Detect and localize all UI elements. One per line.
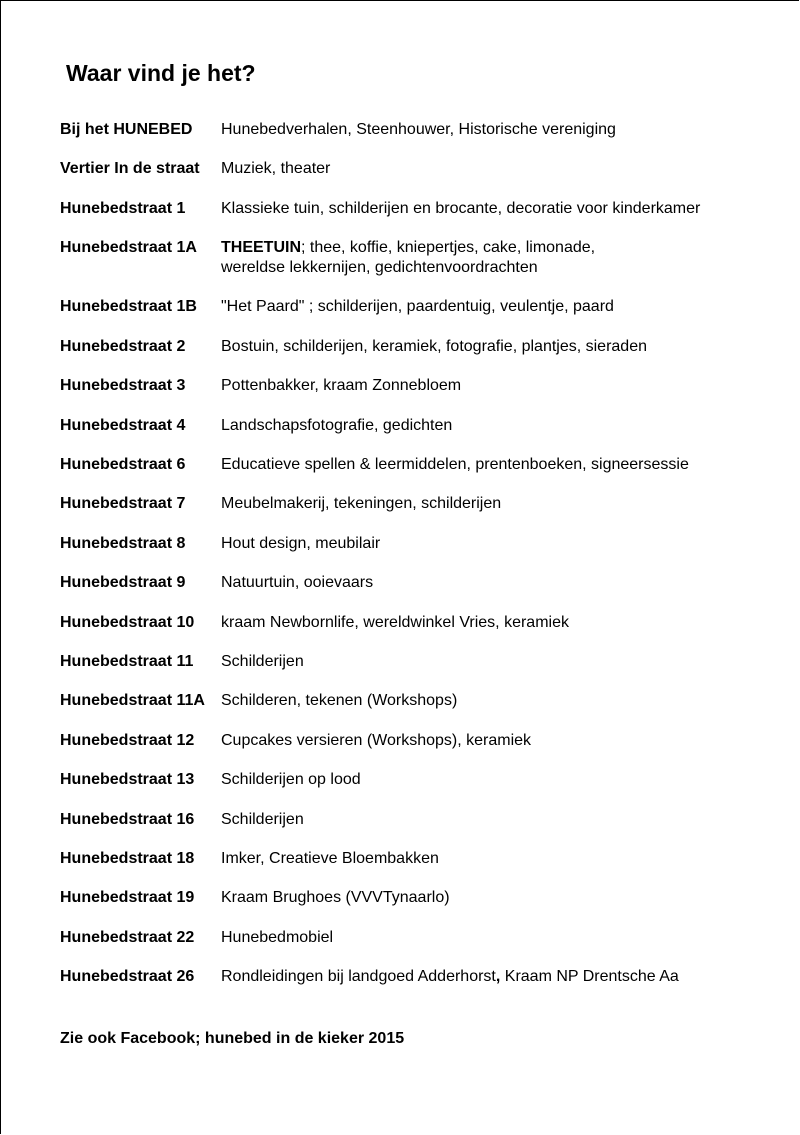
list-item [60,159,780,198]
list-item [60,455,780,494]
location-label: Bij het HUNEBED [60,121,193,138]
location-description: Landschapsfotografie, gedichten [221,416,453,434]
location-label: Hunebedstraat 18 [60,849,195,867]
location-label: Hunebedstraat 7 [60,495,186,513]
list-item [60,652,780,691]
location-label: Hunebedstraat 6 [60,456,186,474]
list-item [60,849,780,888]
location-description [221,967,780,987]
location-description-tail: Kraam NP Drentsche Aa [500,968,679,986]
location-label: Hunebedstraat 11A [60,692,205,710]
list-item [60,534,780,573]
location-label: Hunebedstraat 16 [60,810,195,828]
location-description: Cupcakes versieren (Workshops), keramiek [221,731,532,749]
list-item [60,238,780,297]
list-item [60,770,780,809]
footer-note: Zie ook Facebook; hunebed in de kieker 2015 [60,1030,405,1047]
location-description: Hout design, meubilair [221,534,381,552]
location-description: Bostuin, schilderijen, keramiek, fotografie, plantjes, sieraden [221,337,647,355]
location-label: Hunebedstraat 11 [60,652,194,670]
list-item [60,337,780,376]
list-item [60,613,780,652]
location-list [60,120,780,1007]
location-highlight: THEETUIN [221,239,301,257]
list-item [60,928,780,967]
location-description: "Het Paard" ; schilderijen, paardentuig, veulentje, paard [221,298,614,316]
location-separator: , [495,968,501,986]
list-item [60,376,780,415]
location-description: Klassieke tuin, schilderijen en brocante, decoratie voor kinderkamer [221,199,701,217]
list-item [60,573,780,612]
location-label: Hunebedstraat 19 [60,889,195,907]
page-title: Waar vind je het? [66,60,256,86]
location-label: Hunebedstraat 8 [60,534,186,552]
list-item [60,297,780,336]
location-label: Hunebedstraat 22 [60,928,195,946]
list-item [60,691,780,730]
location-description: Hunebedmobiel [221,928,334,946]
location-label: Hunebedstraat 1 [60,199,186,217]
location-description-text: ; thee, koffie, kniepertjes, cake, limonade, [301,239,596,257]
location-label: Hunebedstraat 4 [60,416,186,434]
location-description-text: Rondleidingen bij landgoed Adderhorst [221,968,496,986]
location-label: Hunebedstraat 12 [60,731,195,749]
location-description: Pottenbakker, kraam Zonnebloem [221,377,462,395]
location-description: kraam Newbornlife, wereldwinkel Vries, keramiek [221,613,569,631]
list-item [60,810,780,849]
location-label: Hunebedstraat 26 [60,968,195,986]
location-label: Vertier In de straat [60,160,200,178]
location-description: Schilderijen [221,652,304,670]
location-description: Meubelmakerij, tekeningen, schilderijen [221,495,502,513]
list-item [60,494,780,533]
location-description: Schilderijen op lood [221,771,361,789]
location-label: Hunebedstraat 3 [60,377,186,395]
location-label: Hunebedstraat 9 [60,574,186,592]
location-label: Hunebedstraat 1A [60,239,197,257]
location-description: Schilderen, tekenen (Workshops) [221,692,458,710]
list-item [60,120,780,159]
location-description: Natuurtuin, ooievaars [221,574,374,592]
list-item [60,731,780,770]
list-item [60,888,780,927]
list-item [60,416,780,455]
location-description-line2: wereldse lekkernijen, gedichtenvoordrachten [221,259,538,277]
location-label: Hunebedstraat 1B [60,298,197,316]
list-item [60,967,780,1006]
list-item [60,199,780,238]
location-description: Imker, Creatieve Bloembakken [221,849,439,867]
location-label: Hunebedstraat 10 [60,613,195,631]
location-label: Hunebedstraat 13 [60,771,195,789]
location-description: Educatieve spellen & leermiddelen, prentenboeken, signeersessie [221,456,689,474]
location-description: Hunebedverhalen, Steenhouwer, Historische vereniging [221,121,616,138]
location-description [221,238,780,278]
location-label: Hunebedstraat 2 [60,337,186,355]
location-description: Schilderijen [221,810,304,828]
location-description: Kraam Brughoes (VVVTynaarlo) [221,889,450,907]
location-description: Muziek, theater [221,160,331,178]
